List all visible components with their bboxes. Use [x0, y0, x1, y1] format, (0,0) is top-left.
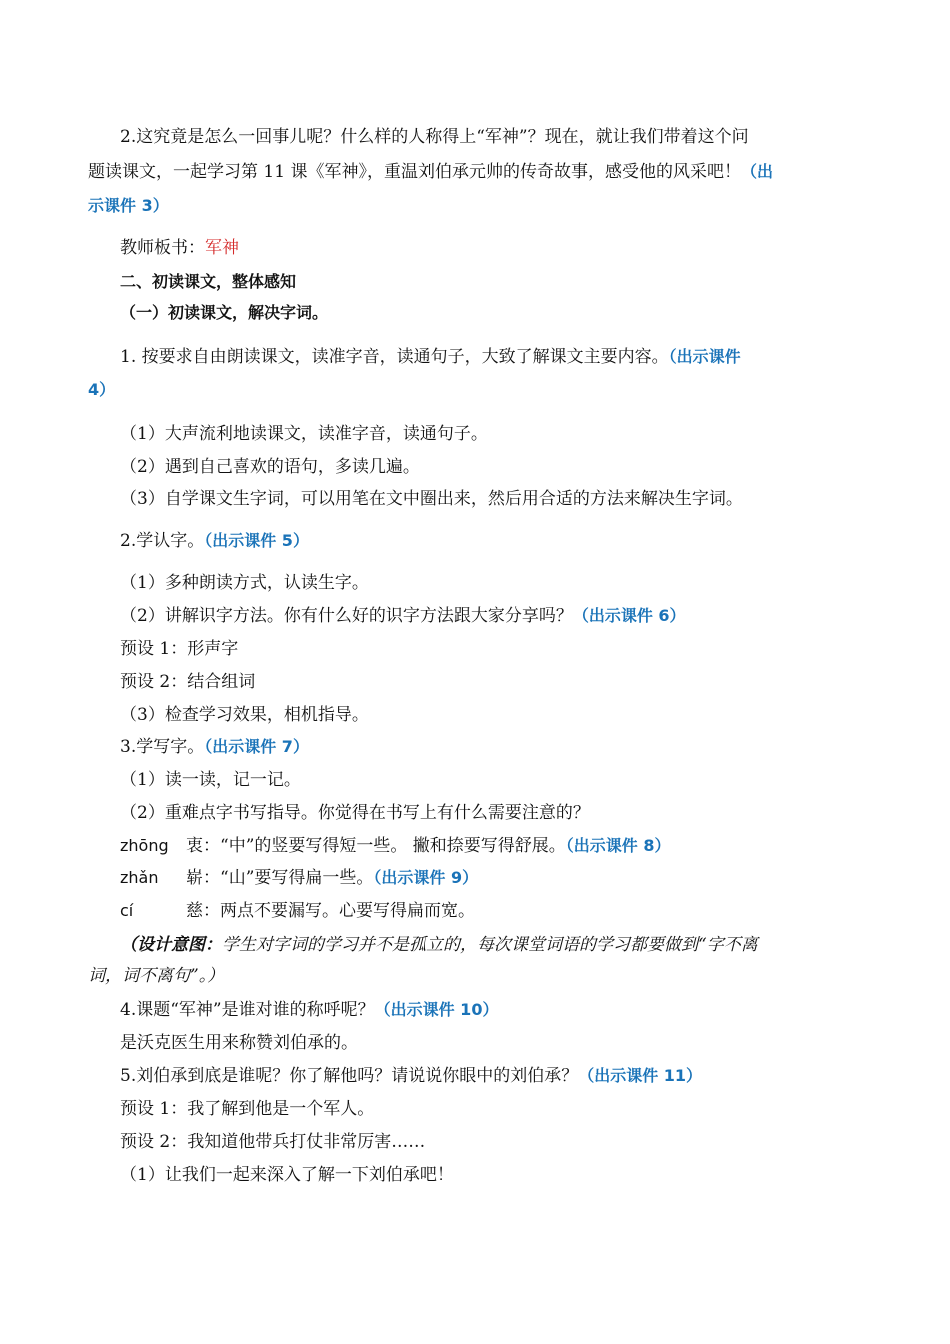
- char-guide-zhan: zhǎn 崭：“山”要写得扁一些。（出示课件 9）: [120, 868, 479, 888]
- board-value: 军神: [205, 238, 239, 258]
- courseware-link-4-cont[interactable]: 4）: [88, 380, 116, 399]
- char-guide-zhong: zhōng 衷：“中”的竖要写得短一些。 撇和捺要写得舒展。（出示课件 8）: [120, 836, 671, 856]
- section-2-title: 二、初读课文，整体感知: [120, 272, 297, 291]
- courseware-link-11[interactable]: （出示课件 11）: [578, 1066, 703, 1085]
- courseware-link-10[interactable]: （出示课件 10）: [374, 1000, 499, 1019]
- intro-line-3: [88, 194, 169, 218]
- step-2-title: 2.学认字。（出示课件 5）: [120, 531, 309, 551]
- step-4-title: 4.课题“军神”是谁对谁的称呼呢？（出示课件 10）: [120, 1000, 499, 1020]
- step-1-item-3: （3）自学课文生字词，可以用笔在文中圈出来，然后用合适的方法来解决生字词。: [120, 489, 743, 509]
- courseware-link-3[interactable]: （出: [740, 162, 773, 181]
- courseware-link-8[interactable]: （出示课件 8）: [565, 836, 671, 855]
- step-3-title: 3.学写字。（出示课件 7）: [120, 737, 309, 757]
- design-intent-line-2: 词，词不离句”。）: [88, 966, 225, 986]
- step-5-preset-1: 预设 1：我了解到他是一个军人。: [120, 1099, 375, 1119]
- step-1-line-1: 1. 按要求自由朗读课文，读准字音，读通句子，大致了解课文主要内容。（出示课件: [120, 347, 741, 367]
- pinyin: zhōng: [120, 836, 169, 855]
- section-2-subtitle: （一）初读课文，解决字词。: [120, 303, 329, 322]
- step-1-item-2: （2）遇到自己喜欢的语句，多读几遍。: [120, 457, 420, 477]
- step-5-item-1: （1）让我们一起来深入了解一下刘伯承吧！: [120, 1165, 454, 1185]
- step-3-item-1: （1）读一读，记一记。: [120, 770, 301, 790]
- step-1-item-1: （1）大声流利地读课文，读准字音，读通句子。: [120, 424, 488, 444]
- step-2-preset-2: 预设 2：结合组词: [120, 672, 256, 692]
- step-3-item-2: （2）重难点字书写指导。你觉得在书写上有什么需要注意的？: [120, 803, 590, 823]
- courseware-link-7[interactable]: （出示课件 7）: [204, 737, 309, 756]
- step-5-preset-2: 预设 2：我知道他带兵打仗非常厉害……: [120, 1132, 426, 1152]
- design-intent-line-1: （设计意图：学生对字词的学习并不是孤立的，每次课堂词语的学习都要做到“字不离: [120, 935, 758, 955]
- courseware-link-9[interactable]: （出示课件 9）: [373, 868, 479, 887]
- intro-line-2: 题读课文，一起学习第 11 课《军神》，重温刘伯承元帅的传奇故事，感受他的风采吧！（出: [88, 162, 773, 182]
- pinyin: zhǎn: [120, 868, 159, 887]
- courseware-link-6[interactable]: （出示课件 6）: [572, 606, 686, 625]
- teacher-board: 教师板书：军神: [120, 238, 239, 258]
- step-2-preset-1: 预设 1：形声字: [120, 639, 239, 659]
- courseware-link-4[interactable]: （出示课件: [668, 347, 741, 366]
- step-2-item-1: （1）多种朗读方式，认读生字。: [120, 573, 369, 593]
- step-4-answer: 是沃克医生用来称赞刘伯承的。: [120, 1033, 358, 1053]
- intro-line-1: 2.这究竟是怎么一回事儿呢？什么样的人称得上“军神”？现在，就让我们带着这个问: [120, 127, 749, 147]
- step-2-item-3: （3）检查学习效果，相机指导。: [120, 705, 369, 725]
- pinyin: cí: [120, 901, 134, 920]
- courseware-link-3-cont[interactable]: 示课件 3）: [88, 196, 169, 215]
- step-5-title: 5.刘伯承到底是谁呢？你了解他吗？请说说你眼中的刘伯承？（出示课件 11）: [120, 1066, 703, 1086]
- step-1-line-2: [88, 378, 115, 402]
- char-guide-ci: cí 慈：两点不要漏写。心要写得扁而宽。: [120, 901, 475, 921]
- courseware-link-5[interactable]: （出示课件 5）: [204, 531, 309, 550]
- step-2-item-2: （2）讲解识字方法。你有什么好的识字方法跟大家分享吗？（出示课件 6）: [120, 606, 686, 626]
